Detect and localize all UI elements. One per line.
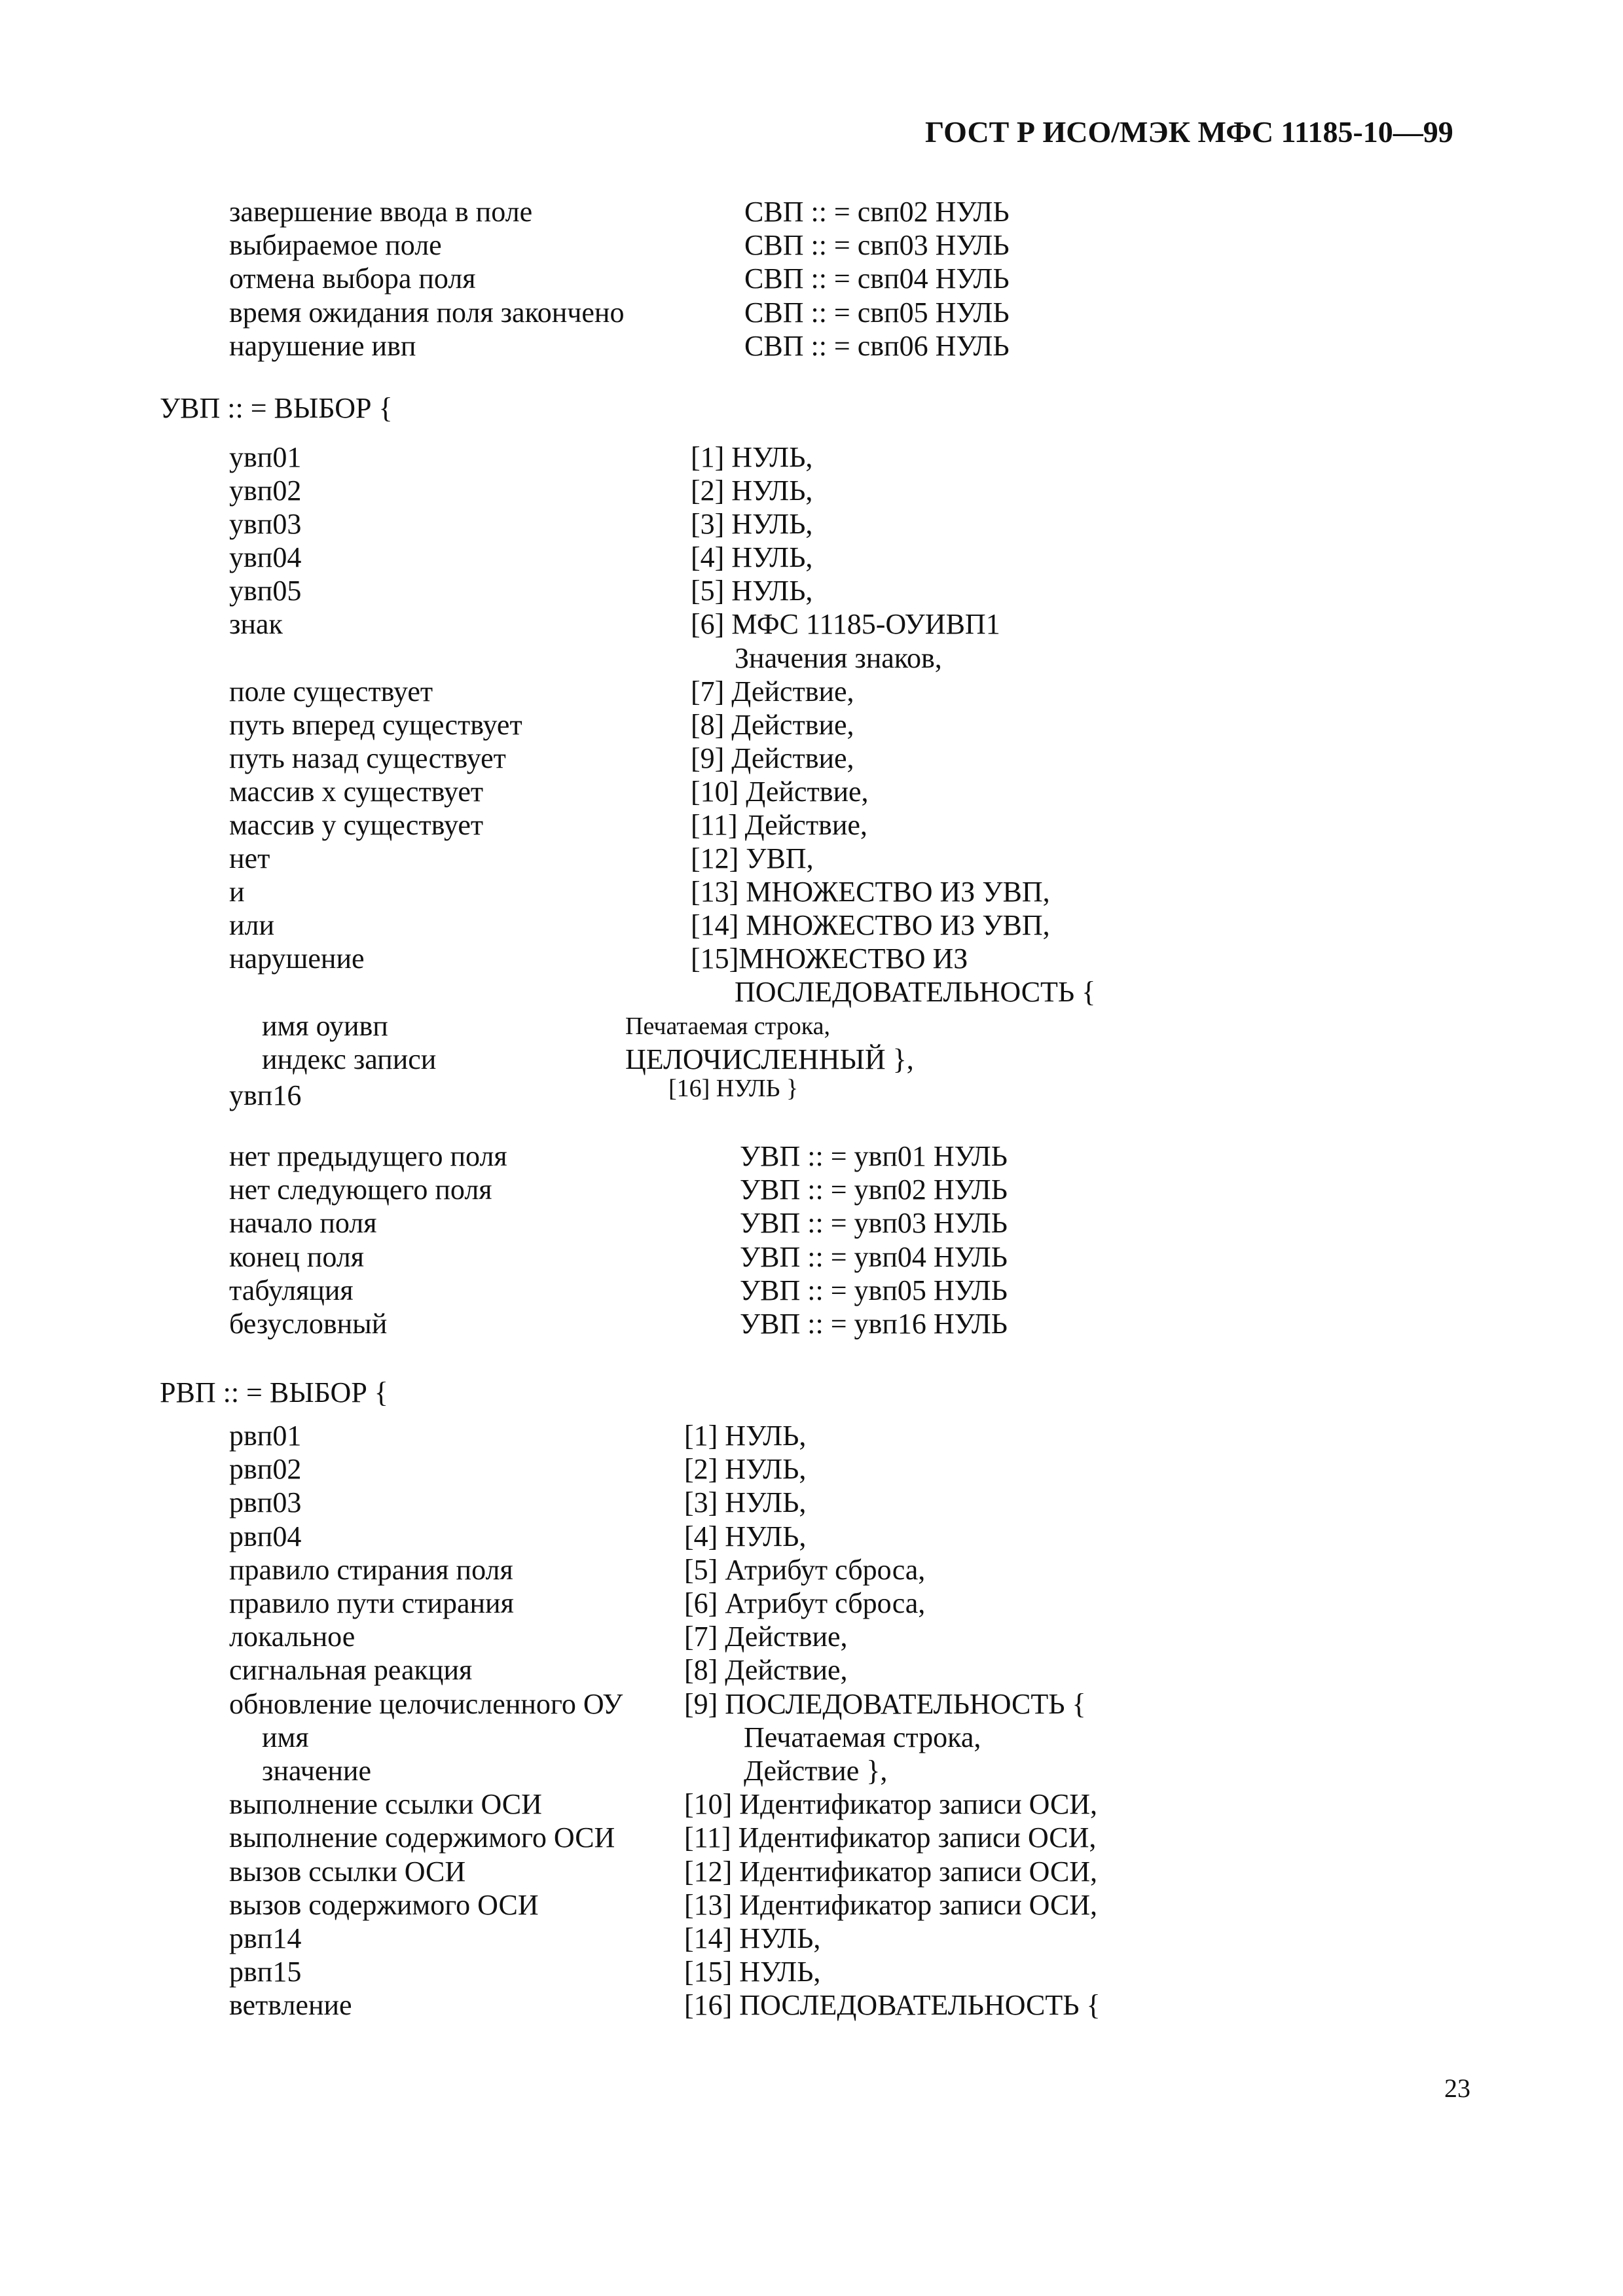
uvp-assignment-value: УВП :: = увп05 НУЛЬ xyxy=(740,1274,1008,1306)
uvp-field-name: знак xyxy=(229,608,283,640)
rvp-field-type: [14] НУЛЬ, xyxy=(684,1922,821,1954)
uvp-field-type: [13] МНОЖЕСТВО ИЗ УВП, xyxy=(691,876,1050,908)
svp-value: СВП :: = свп03 НУЛЬ xyxy=(744,229,1010,262)
uvp-field-name: увп04 xyxy=(229,541,302,573)
uvp-field-type: [1] НУЛЬ, xyxy=(691,441,813,473)
rvp-field-type: [9] ПОСЛЕДОВАТЕЛЬНОСТЬ { xyxy=(684,1687,1086,1720)
uvp-assignment-value: УВП :: = увп01 НУЛЬ xyxy=(740,1140,1008,1172)
uvp-field-type: Значения знаков, xyxy=(735,642,942,674)
rvp-field-name: правило стирания поля xyxy=(229,1553,513,1586)
uvp-field-name: увп02 xyxy=(229,475,302,507)
uvp-field-type: [10] Действие, xyxy=(691,776,869,808)
rvp-field-type: [4] НУЛЬ, xyxy=(684,1520,807,1552)
uvp-assignment-name: безусловный xyxy=(229,1308,388,1340)
uvp-field-type: [5] НУЛЬ, xyxy=(691,575,813,607)
rvp-field-name: рвп02 xyxy=(229,1453,302,1486)
rvp-heading: РВП :: = ВЫБОР { xyxy=(160,1376,388,1408)
uvp-assignment-value: УВП :: = увп02 НУЛЬ xyxy=(740,1174,1008,1206)
document-header: ГОСТ Р ИСО/МЭК МФС 11185-10—99 xyxy=(925,115,1453,149)
uvp-field-name: индекс записи xyxy=(262,1043,437,1075)
uvp-field-type: Печатаемая строка, xyxy=(625,1013,830,1040)
uvp-field-type: [11] Действие, xyxy=(691,809,867,841)
uvp-field-type: [12] УВП, xyxy=(691,842,814,874)
uvp-field-name: или xyxy=(229,909,275,941)
uvp-field-type: ЦЕЛОЧИСЛЕННЫЙ }, xyxy=(625,1043,914,1075)
uvp-assignment-value: УВП :: = увп03 НУЛЬ xyxy=(740,1207,1008,1240)
rvp-field-name: имя xyxy=(262,1721,309,1753)
svp-name: отмена выбора поля xyxy=(229,262,476,295)
svp-name: нарушение ивп xyxy=(229,329,416,362)
uvp-field-type: [4] НУЛЬ, xyxy=(691,541,813,573)
rvp-field-name: локальное xyxy=(229,1621,356,1653)
uvp-field-name: увп16 xyxy=(229,1079,302,1111)
rvp-field-type: [13] Идентификатор записи ОСИ, xyxy=(684,1888,1098,1921)
uvp-field-type: [16] НУЛЬ } xyxy=(668,1075,799,1102)
uvp-field-name: нарушение xyxy=(229,942,365,975)
rvp-field-type: [16] ПОСЛЕДОВАТЕЛЬНОСТЬ { xyxy=(684,1989,1101,2022)
rvp-field-name: сигнальная реакция xyxy=(229,1654,473,1687)
svp-name: завершение ввода в поле xyxy=(229,196,533,228)
uvp-field-name: массив х существует xyxy=(229,776,484,808)
rvp-field-name: рвп15 xyxy=(229,1956,302,1988)
uvp-field-name: путь вперед существует xyxy=(229,709,522,741)
rvp-field-name: выполнение ссылки ОСИ xyxy=(229,1788,542,1821)
uvp-heading: УВП :: = ВЫБОР { xyxy=(160,392,393,424)
rvp-field-type: [11] Идентификатор записи ОСИ, xyxy=(684,1821,1097,1854)
rvp-field-name: значение xyxy=(262,1755,371,1787)
uvp-assignment-name: табуляция xyxy=(229,1274,354,1306)
uvp-field-type: [14] МНОЖЕСТВО ИЗ УВП, xyxy=(691,909,1050,941)
rvp-field-type: [15] НУЛЬ, xyxy=(684,1956,821,1988)
uvp-field-name: имя оуивп xyxy=(262,1010,388,1042)
rvp-field-name: ветвление xyxy=(229,1989,352,2022)
uvp-assignment-value: УВП :: = увп04 НУЛЬ xyxy=(740,1240,1008,1273)
uvp-assignment-name: нет следующего поля xyxy=(229,1174,492,1206)
svp-value: СВП :: = свп06 НУЛЬ xyxy=(744,329,1010,362)
uvp-assignment-name: конец поля xyxy=(229,1240,364,1273)
rvp-field-name: рвп01 xyxy=(229,1420,302,1452)
uvp-field-type: ПОСЛЕДОВАТЕЛЬНОСТЬ { xyxy=(735,976,1096,1008)
uvp-assignment-value: УВП :: = увп16 НУЛЬ xyxy=(740,1308,1008,1340)
svp-name: время ожидания поля закончено xyxy=(229,296,625,329)
uvp-field-name: увп05 xyxy=(229,575,302,607)
uvp-field-type: [7] Действие, xyxy=(691,675,854,708)
uvp-field-type: [9] Действие, xyxy=(691,742,854,774)
rvp-field-name: вызов ссылки ОСИ xyxy=(229,1855,466,1888)
uvp-field-type: [3] НУЛЬ, xyxy=(691,508,813,540)
svp-value: СВП :: = свп04 НУЛЬ xyxy=(744,262,1010,295)
uvp-field-name: путь назад существует xyxy=(229,742,506,774)
rvp-field-name: рвп04 xyxy=(229,1520,302,1552)
uvp-field-type: [15]МНОЖЕСТВО ИЗ xyxy=(691,942,968,975)
rvp-field-type: [6] Атрибут сброса, xyxy=(684,1587,926,1619)
uvp-field-name: и xyxy=(229,876,245,908)
uvp-field-name: массив у существует xyxy=(229,809,484,841)
rvp-field-type: [7] Действие, xyxy=(684,1621,848,1653)
uvp-field-type: [6] МФС 11185-ОУИВП1 xyxy=(691,608,1000,640)
page-number: 23 xyxy=(1444,2073,1470,2103)
rvp-field-type: [2] НУЛЬ, xyxy=(684,1453,807,1486)
uvp-field-name: нет xyxy=(229,842,270,874)
uvp-field-name: поле существует xyxy=(229,675,433,708)
rvp-field-type: [8] Действие, xyxy=(684,1654,848,1687)
rvp-field-type: [10] Идентификатор записи ОСИ, xyxy=(684,1788,1098,1821)
rvp-field-name: рвп14 xyxy=(229,1922,302,1954)
uvp-assignment-name: нет предыдущего поля xyxy=(229,1140,507,1172)
rvp-field-name: вызов содержимого ОСИ xyxy=(229,1888,539,1921)
uvp-field-type: [2] НУЛЬ, xyxy=(691,475,813,507)
uvp-field-type: [8] Действие, xyxy=(691,709,854,741)
rvp-field-type: [3] НУЛЬ, xyxy=(684,1486,807,1519)
rvp-field-type: Печатаемая строка, xyxy=(744,1721,981,1753)
rvp-field-name: правило пути стирания xyxy=(229,1587,514,1619)
svp-value: СВП :: = свп02 НУЛЬ xyxy=(744,196,1010,228)
rvp-field-name: выполнение содержимого ОСИ xyxy=(229,1821,615,1854)
rvp-field-type: [1] НУЛЬ, xyxy=(684,1420,807,1452)
rvp-field-type: [12] Идентификатор записи ОСИ, xyxy=(684,1855,1098,1888)
rvp-field-name: обновление целочисленного ОУ xyxy=(229,1687,623,1720)
rvp-field-type: [5] Атрибут сброса, xyxy=(684,1553,926,1586)
uvp-field-name: увп03 xyxy=(229,508,302,540)
svp-name: выбираемое поле xyxy=(229,229,442,262)
rvp-field-name: рвп03 xyxy=(229,1486,302,1519)
uvp-assignment-name: начало поля xyxy=(229,1207,377,1240)
svp-value: СВП :: = свп05 НУЛЬ xyxy=(744,296,1010,329)
uvp-field-name: увп01 xyxy=(229,441,302,473)
rvp-field-type: Действие }, xyxy=(744,1755,888,1787)
